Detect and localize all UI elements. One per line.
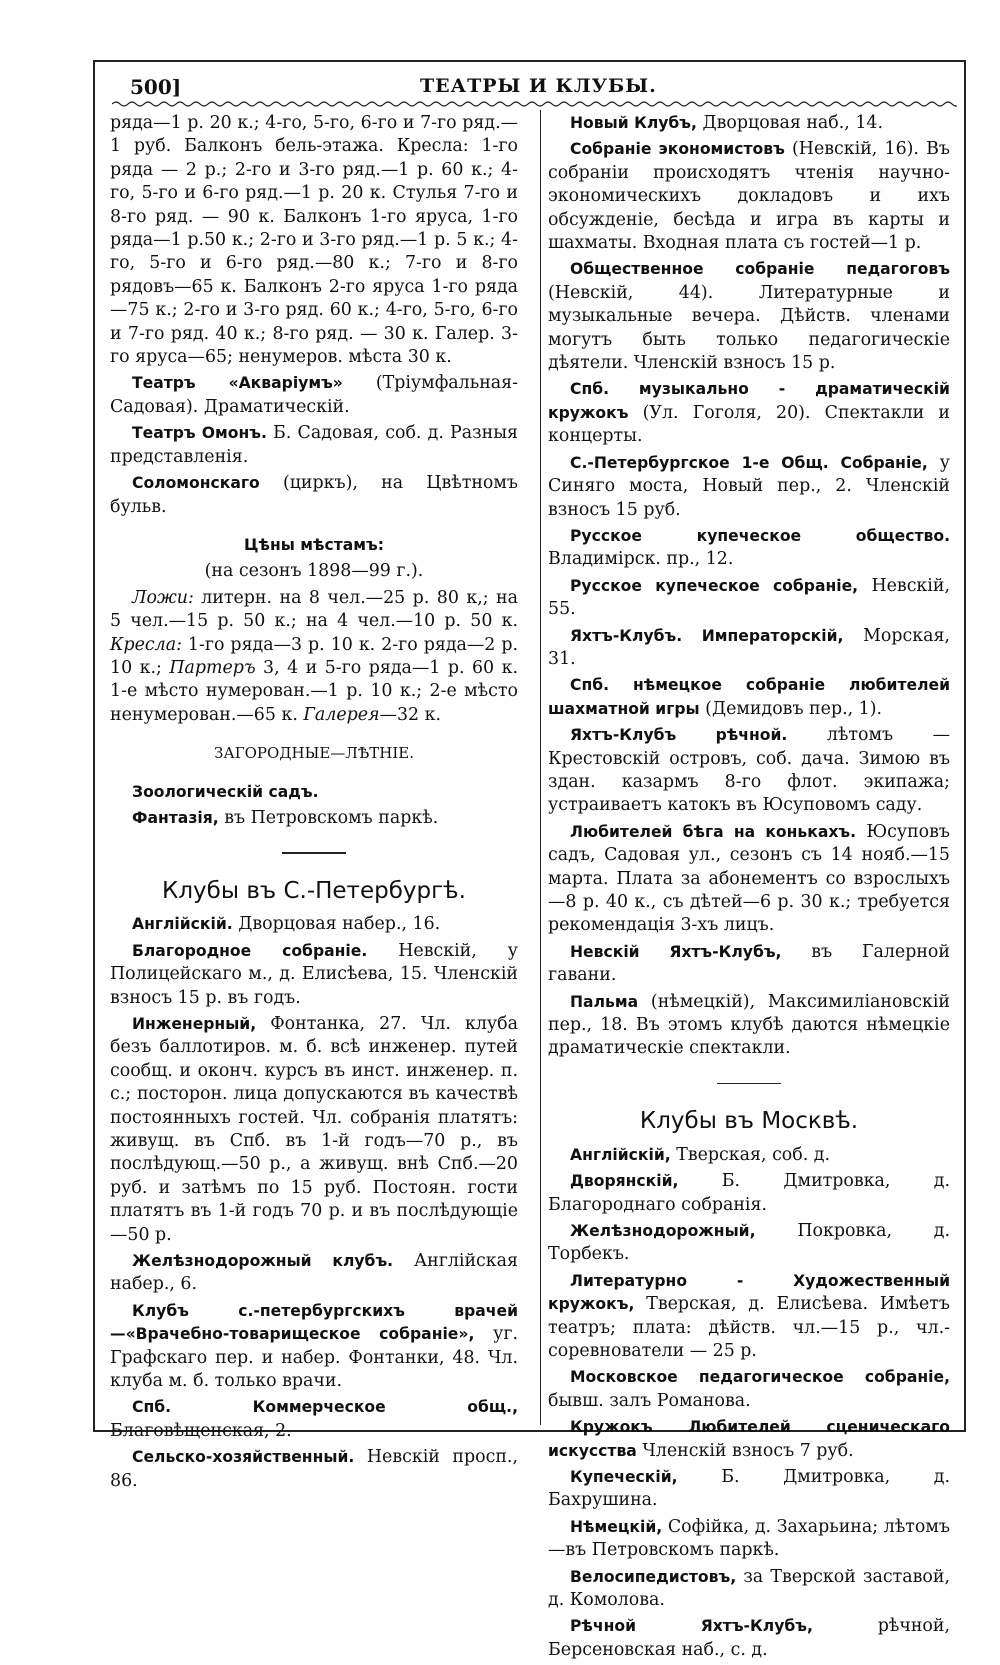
club-skating: Любителей бѣга на конькахъ. Юсуповъ садъ, Садовая ул., сезонъ съ 14 нояб.—15 марта. Плата за абонементъ со взрослыхъ—8 р. 40 к., съ дѣтей—6 р. 30 к.; требуется рекомендація 3-хъ лицъ. <box>548 821 950 936</box>
msk-river-yacht: Рѣчной Яхтъ-Клубъ, рѣчной, Берсеновская наб., с. д. <box>548 1616 950 1660</box>
club-chess: Спб. нѣмецкое собраніе любителей шахматной игры (Демидовъ пер., 1). <box>548 676 950 719</box>
club-palma: Пальма (нѣмецкій), Максимиліановскій пер., 18. Въ этомъ клубѣ даются нѣмецкіе драматическіе спектакли. <box>548 991 950 1059</box>
entry-zoo: Зоологическій садъ. <box>132 782 319 801</box>
msk-railway: Желѣзнодорожный, Покровка, д. Торбекъ. <box>548 1220 950 1265</box>
club-agriculture: Сельско-хозяйственный. Невскій просп., 86. <box>110 1447 518 1491</box>
club-economists: Собраніе экономистовъ (Невскій, 16). Въ собраніи происходятъ чтенія научно-экономическихъ докладовъ и ихъ обсужденіе, бесѣда и игра въ карты и шахматы. Входная плата съ гостей—1 р. <box>548 139 950 254</box>
prices-subtitle: (на сезонъ 1898—99 г.). <box>204 561 424 582</box>
msk-nobility: Дворянскій, Б. Дмитровка, д. Благороднаго собранія. <box>548 1171 950 1215</box>
entry-solomonsky: Соломонскаго (циркъ), на Цвѣтномъ бульв. <box>110 473 518 517</box>
entry-aquarium: Театръ «Аквapiумъ» (Тріумфальная-Садовая). Драматическій. <box>110 373 518 417</box>
club-spb-first: С.-Петербургское 1-е Общ. Собраніе, у Синяго моста, Новый пер., 2. Членскій взносъ 15 руб. <box>548 452 950 520</box>
entry-fantasia: Фантазія, въ Петровскомъ паркѣ. <box>132 807 439 828</box>
msk-literary: Литературно - Художественный кружокъ, Тверская, д. Елисѣева. Имѣетъ театръ; плата: дѣйств. чл.—15 р., чл.-соревнователи — 25 р. <box>548 1271 950 1361</box>
club-imperial-yacht: Яхтъ-Клубъ. Императорскій, Морская, 31. <box>548 625 950 669</box>
section-separator-right <box>717 1083 781 1085</box>
club-nevsky-yacht: Невскій Яхтъ-Клубъ, въ Галерной гавани. <box>548 941 950 986</box>
club-music-drama: Спб. музыкально - драматическій кружокъ (Ул. Гоголя, 20). Спектакли и концерты. <box>548 380 950 447</box>
club-engineers: Инженерный, Фонтанка, 27. Чл. клуба безъ баллотиров. м. б. всѣ инженер. путей сообщ. и оконч. курсъ въ инст. инженер. п. с.; посторон. лица допускаются въ качествѣ постоянныхъ гостей. Чл. собранія платятъ: живущ. въ Спб. въ 1-й годъ—70 р., въ послѣдующ.—50 р., а живущ. внѣ Спб.—20 руб. и затѣмъ по 15 руб. Постоян. гости платятъ въ 1-й годъ 70 р. и въ послѣдующіе—50 р. <box>110 1013 518 1245</box>
club-english: Англійскій. Дворцовая набер., 16. <box>132 914 441 935</box>
club-new: Новый Клубъ, Дворцовая наб., 14. <box>570 113 883 133</box>
club-merchant-assembly: Русское купеческое собраніе, Невскій, 55. <box>548 575 950 620</box>
wavy-rule <box>112 100 957 108</box>
summer-heading: ЗАГОРОДНЫЕ—ЛѢТНІЕ. <box>214 744 414 763</box>
page-header <box>130 75 960 99</box>
club-doctors: Клубъ с.-петербургскихъ врачей—«Врачебно-товарищеское собраніе», уг. Графскаго пер. и набер. Фонтанки, 48. Чл. клуба м. б. только врачи. <box>110 1301 518 1391</box>
msk-stage-art: Кружокъ Любителей сценическаго искусства Членскій взносъ 7 руб. <box>548 1418 950 1461</box>
left-column <box>110 112 518 1496</box>
prices-title: Цѣны мѣстамъ: <box>244 535 384 554</box>
msk-german: Нѣмецкій, Софійка, д. Захарьина; лѣтомъ—въ Петровскомъ паркѣ. <box>548 1516 950 1561</box>
page-number: 500] <box>130 75 182 99</box>
msk-teachers: Московское педагогическое собраніе, бывш. залъ Романова. <box>548 1368 950 1411</box>
right-column <box>548 112 950 1665</box>
club-commerce: Спб. Коммерческое общ., Благовѣщенская, 2. <box>110 1398 518 1441</box>
club-noble: Благородное собраніе. Невскій, у Полицейскаго м., д. Елисѣева, 15. Членскій взносъ 15 р. въ годъ. <box>110 940 518 1008</box>
running-title: ТЕАТРЫ И КЛУБЫ. <box>420 75 657 97</box>
club-river-yacht: Яхтъ-Клубъ рѣчной. лѣтомъ — Крестовскій островъ, соб. дача. Зимою въ здан. казармъ 8-го флот. экипажа; устраиваетъ катокъ въ Юсуповомъ саду. <box>548 725 950 816</box>
entry-omon: Театръ Омонъ. Б. Садовая, соб. д. Разныя представленія. <box>110 423 519 467</box>
section-separator <box>282 852 346 854</box>
prices-text: Ложи: литерн. на 8 чел.—25 р. 80 к,; на 5 чел.—15 р. 50 к.; на 4 чел.—10 р. 50 к. Кресла: 1-го ряда—3 р. 10 к. 2-го ряда—2 р. 10 к.; Партеръ 3, 4 и 5-го ряда—1 р. 60 к. 1-е мѣсто нумерован.—1 р. 10 к.; 2-е мѣсто ненумерован.—65 к. Галерея—32 к. <box>110 587 518 725</box>
msk-merchant: Купеческій, Б. Дмитровка, д. Бахрушина. <box>548 1467 950 1511</box>
msk-english: Англійскій, Тверская, соб. д. <box>570 1144 831 1165</box>
price-continuation: ряда—1 р. 20 к.; 4-го, 5-го, 6-го и 7-го ряд.—1 руб. Балконъ бель-этажа. Кресла: 1-го ряда — 2 р.; 2-го и 3-го ряд.—1 р. 60 к.; 4-го, 5-го и 6-го ряд.—1 р. 20 к. Стулья 7-го и 8-го ряд. — 90 к. Балконъ 1-го яруса, 1-го ряда—1 р.50 к.; 2-го и 3-го ряд.—1 р. 5 к.; 4-го, 5-го и 6-го ряд.—80 к.; 7-го и 8-го рядовъ—65 к. Балконъ 2-го яруса 1-го ряда—75 к.; 2-го и 3-го ряд. 60 к.; 4-го, 5-го, 6-го и 7-го ряд. 40 к.; 8-го ряд. — 30 к. Галер. 3-го яруса—65; ненумеров. мѣста 30 к. <box>110 113 518 368</box>
msk-cyclists: Велосипедистовъ, за Тверской заставой, д. Комолова. <box>548 1566 950 1611</box>
moscow-clubs-heading: Клубы въ Москвѣ. <box>639 1108 859 1135</box>
club-teachers: Общественное собраніе педагоговъ (Невскій, 44). Литературные и музыкальные вечера. Дѣйств. членами могутъ быть только педагогическіе дѣятели. Членскій взносъ 15 р. <box>548 260 950 374</box>
spb-clubs-heading: Клубы въ С.-Петербургѣ. <box>162 877 466 904</box>
club-merchant-society: Русское купеческое общество. Владимірск. пр., 12. <box>548 526 950 570</box>
column-divider <box>540 110 541 1425</box>
club-railway: Желѣзнодорожный клубъ. Англійская набер., 6. <box>110 1250 518 1295</box>
